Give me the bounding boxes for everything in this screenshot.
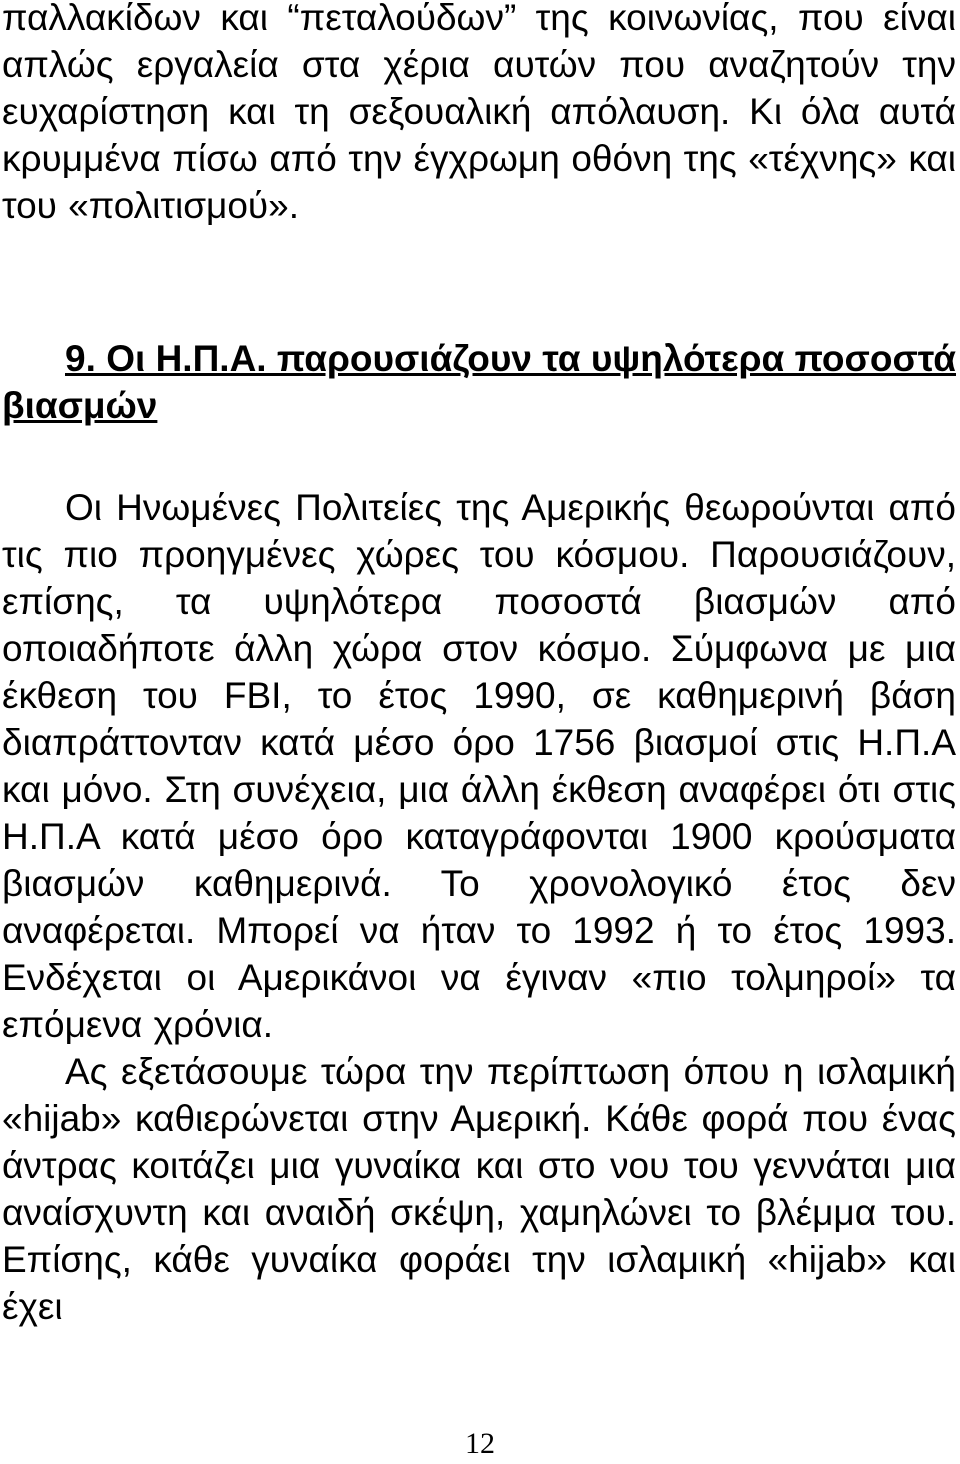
- section-heading-text: 9. Οι Η.Π.Α. παρουσιάζουν τα υψηλότερα ποσοστά βιασμών: [2, 338, 956, 426]
- page-number: 12: [465, 1427, 495, 1460]
- paragraph-hijab: Ας εξετάσουμε τώρα την περίπτωση όπου η ισλαμική «hijab» καθιερώνεται στην Αμερική. Κάθε φορά που ένας άντρας κοιτάζει μια γυναίκα και στο νου του γεννάται μια αναίσχυντη και αναιδή σκέψη, χαμηλώνει το βλέμμα του. Επίσης, κάθε γυναίκα φοράει την ισλαμική «hijab» και έχει: [2, 1051, 956, 1327]
- intro-text-block: [2, 0, 956, 229]
- paragraph-us-statistics: Οι Ηνωμένες Πολιτείες της Αμερικής θεωρούνται από τις πιο προηγμένες χώρες του κόσμου. Παρουσιάζουν, επίσης, τα υψηλότερα ποσοστά βιασμών από οποιαδήποτε άλλη χώρα στον κόσμο. Σύμφωνα με μια έκθεση του FBI, το έτος 1990, σε καθημερινή βάση διαπράττονταν κατά μέσο όρο 1756 βιασμοί στις Η.Π.Α και μόνο. Στη συνέχεια, μια άλλη έκθεση αναφέρει ότι στις Η.Π.Α κατά μέσο όρο καταγράφονται 1900 κρούσματα βιασμών καθημερινά. Το χρονολογικό έτος δεν αναφέρεται. Μπορεί να ήταν το 1992 ή το έτος 1993. Ενδέχεται οι Αμερικάνοι να έγιναν «πιο τολμηροί» τα επόμενα χρόνια.: [2, 487, 956, 1045]
- intro-paragraph: παλλακίδων και “πεταλούδων” της κοινωνίας, που είναι απλώς εργαλεία στα χέρια αυτών που αναζητούν την ευχαρίστηση και τη σεξουαλική απόλαυση. Κι όλα αυτά κρυμμένα πίσω από την έγχρωμη οθόνη της «τέχνης» και του «πολιτισμού».: [2, 0, 956, 226]
- body-text-block: [2, 484, 956, 1330]
- section-heading: [2, 335, 956, 429]
